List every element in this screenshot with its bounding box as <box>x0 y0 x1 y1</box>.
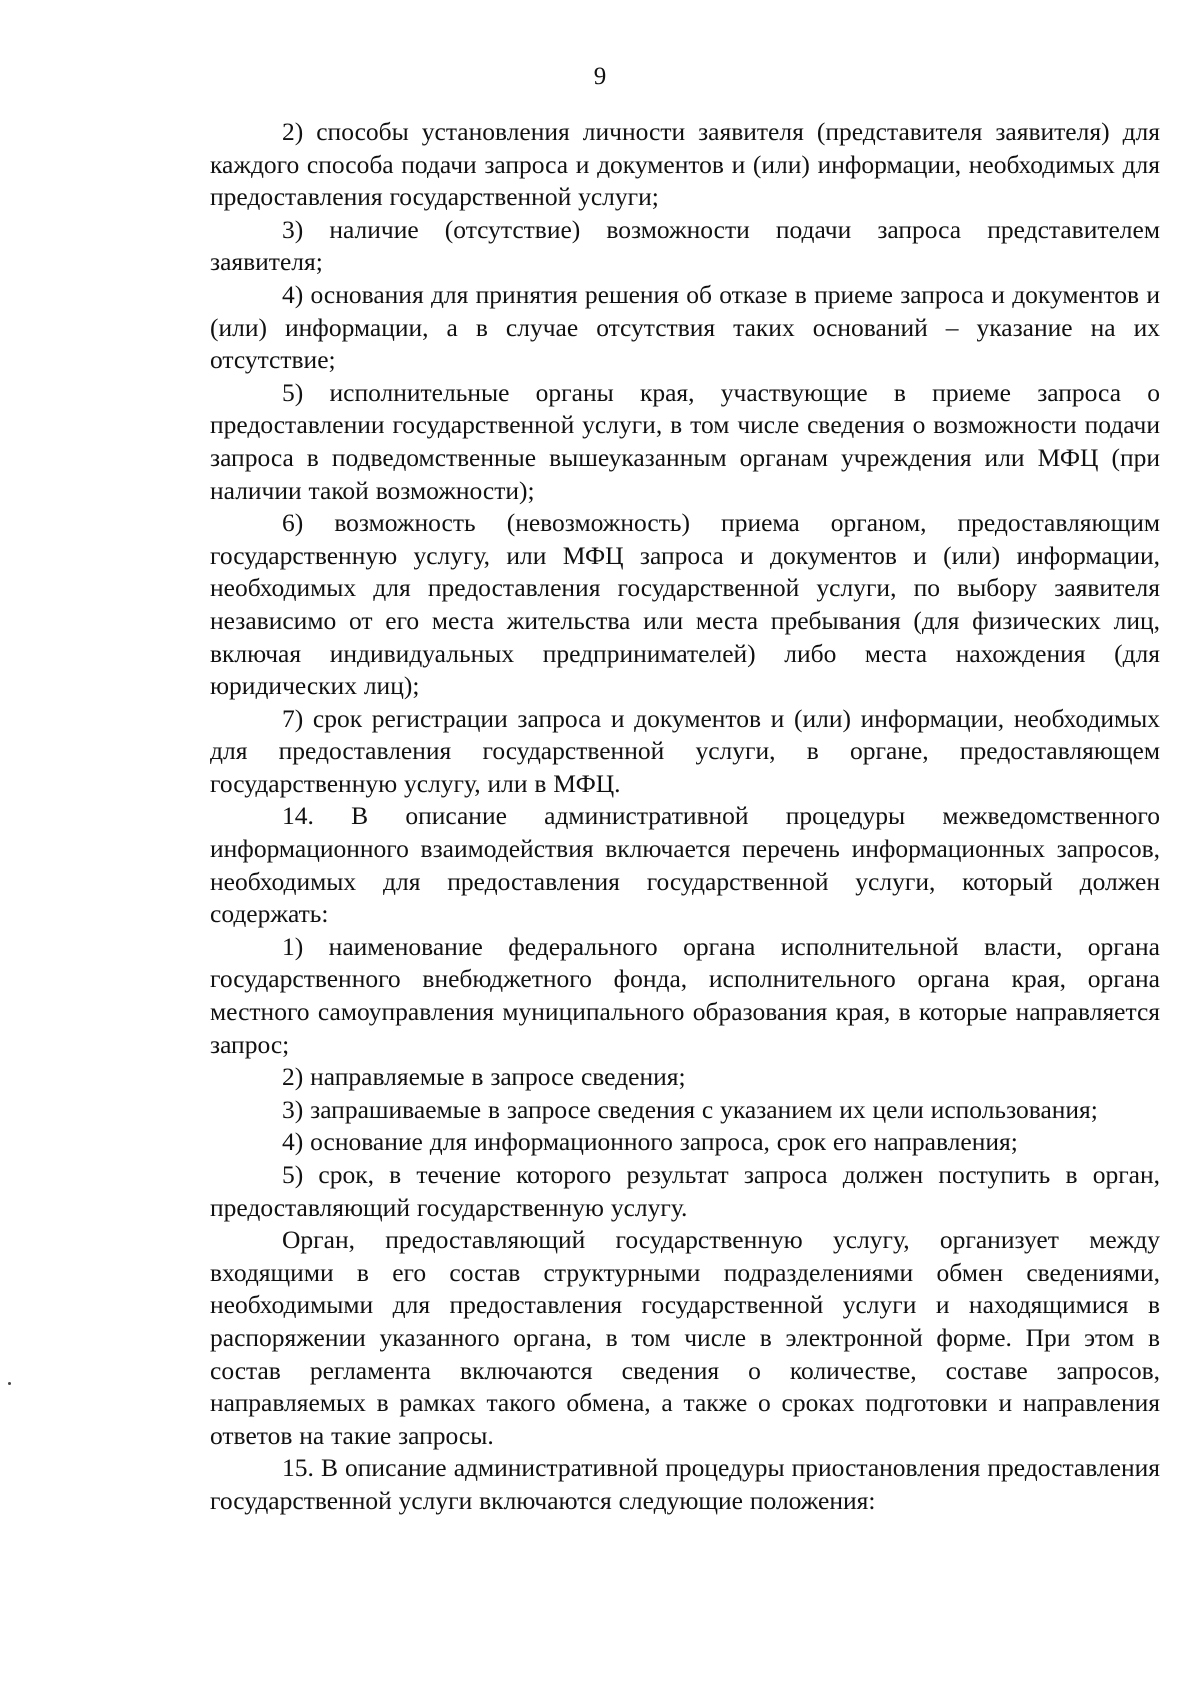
paragraph-item-2-identity-methods: 2) способы установления личности заявителя (представителя заявителя) для каждого способа подачи запроса и документов и (или) информации, необходимых для предоставления государственной услуги; <box>210 117 1160 212</box>
paragraph-item-4-refusal-grounds: 4) основания для принятия решения об отказе в приеме запроса и документов и (или) информации, а в случае отсутствия таких оснований – указание на их отсутствие; <box>210 279 1160 375</box>
page-number: 9 <box>593 63 607 90</box>
paragraph-section-14-item-4: 4) основание для информационного запроса, срок его направления; <box>282 1127 1018 1157</box>
paragraph-item-6-acceptance-possibility: 6) возможность (невозможность) приема органом, предоставляющим государственную услугу, или МФЦ запроса и документов и (или) информации, необходимых для предоставления государственной услуги, по выбору заявителя независимо от его места жительства или места пребывания (для физических лиц, включая индивидуальных предпринимателей) либо места нахождения (для юридических лиц); <box>210 508 1160 701</box>
paragraph-section-15: 15. В описание административной процедуры приостановления предоставления государственной услуги включаются следующие положения: <box>210 1453 1160 1515</box>
paragraph-section-14: 14. В описание административной процедуры межведомственного информационного взаимодействия включается перечень информационных запросов, необходимых для предоставления государственной услуги, который должен содержать: <box>210 801 1160 929</box>
document-body <box>210 116 1160 1518</box>
paragraph-section-14-item-2: 2) направляемые в запросе сведения; <box>282 1062 686 1092</box>
paragraph-section-14-item-5: 5) срок, в течение которого результат запроса должен поступить в орган, предоставляющий государственную услугу. <box>210 1160 1160 1222</box>
paragraph-section-14-item-1: 1) наименование федерального органа исполнительной власти, органа государственного внебюджетного фонда, исполнительного органа края, органа местного самоуправления муниципального образования края, в которые направляется запрос; <box>210 931 1160 1059</box>
paragraph-internal-exchange: Орган, предоставляющий государственную услугу, организует между входящими в его состав структурными подразделениями обмен сведениями, необходимыми для предоставления государственной услуги и находящимися в распоряжении указанного органа, в том числе в электронной форме. При этом в состав регламента включаются сведения о количестве, составе запросов, направляемых в рамках такого обмена, а также о сроках подготовки и направления ответов на такие запросы. <box>210 1225 1160 1450</box>
paragraph-section-14-item-3: 3) запрашиваемые в запросе сведения с указанием их цели использования; <box>282 1094 1098 1124</box>
scan-dot-mark <box>8 1382 11 1385</box>
paragraph-item-7-registration-term: 7) срок регистрации запроса и документов и (или) информации, необходимых для предоставления государственной услуги, в органе, предоставляющем государственную услугу, или в МФЦ. <box>210 703 1160 798</box>
paragraph-item-5-executive-bodies: 5) исполнительные органы края, участвующие в приеме запроса о предоставлении государственной услуги, в том числе сведения о возможности подачи запроса в подведомственные вышеуказанным органам учреждения или МФЦ (при наличии такой возможности); <box>210 377 1160 505</box>
paragraph-item-3-representative: 3) наличие (отсутствие) возможности подачи запроса представителем заявителя; <box>210 214 1160 277</box>
